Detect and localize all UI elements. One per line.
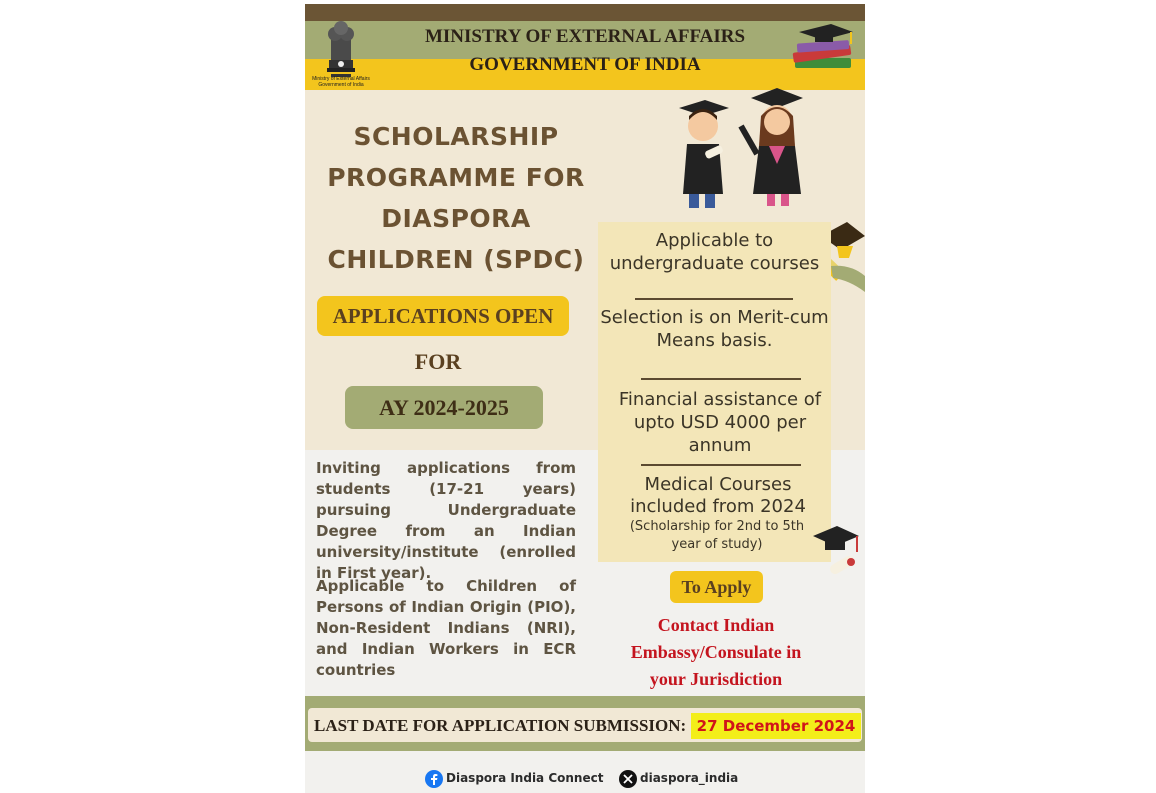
deadline-label: LAST DATE FOR APPLICATION SUBMISSION: [314,716,687,735]
contact-line2: Embassy/Consulate in [630,642,802,662]
info-divider [641,378,801,380]
info-undergraduate: Applicable to undergraduate courses [609,230,820,274]
contact-line3: your Jurisdiction [649,669,783,689]
title-line1: SCHOLARSHIP [353,122,559,151]
header-government: GOVERNMENT OF INDIA [469,54,701,75]
x-icon [619,770,637,788]
facebook-icon [425,770,443,788]
scholarship-poster [305,4,865,793]
top-strip [305,4,865,21]
title-line3: DIASPORA [381,204,531,233]
applications-open-badge: APPLICATIONS OPEN [317,296,569,336]
to-apply-badge: To Apply [670,571,763,603]
contact-line1: Contact Indian [657,615,775,635]
x-link[interactable] [619,767,738,789]
info-selection: Selection is on Merit-cum Means basis. [600,307,829,351]
info-medical-note: (Scholarship for 2nd to 5th year of study) [629,519,805,552]
facebook-handle: Diaspora India Connect [446,771,604,785]
emblem-caption-line2: Government of India [318,82,364,88]
facebook-link[interactable] [425,767,603,789]
emblem-caption-line1: Ministry of External Affairs [312,76,370,82]
graduate-kids-illustration [669,86,819,216]
info-medical: Medical Courses included from 2024 [630,474,806,517]
graduation-cap-icon [807,522,865,592]
info-financial: Financial assistance of upto USD 4000 per annum [618,389,822,456]
page-title [311,116,601,280]
emblem-caption [311,76,371,88]
title-line4: CHILDREN (SPDC) [327,245,585,274]
x-handle: diaspora_india [640,771,739,785]
contact-instructions [605,612,827,693]
title-line2: PROGRAMME FOR [327,163,585,192]
books-icon [791,22,857,78]
deadline-date: 27 December 2024 [691,713,861,739]
academic-year-badge: AY 2024-2025 [345,386,543,429]
description-applications: Inviting applications from students (17-21 years) pursuing Undergraduate Degree from an Indian university/institute (enrolled in First year). [316,459,576,582]
description-eligibility: Applicable to Children of Persons of Indian Origin (PIO), Non-Resident Indians (NRI), and Indian Workers in ECR countries [316,577,576,679]
info-divider [635,298,793,300]
for-label: FOR [414,349,462,374]
info-divider [641,464,801,466]
header-ministry: MINISTRY OF EXTERNAL AFFAIRS [424,26,746,47]
